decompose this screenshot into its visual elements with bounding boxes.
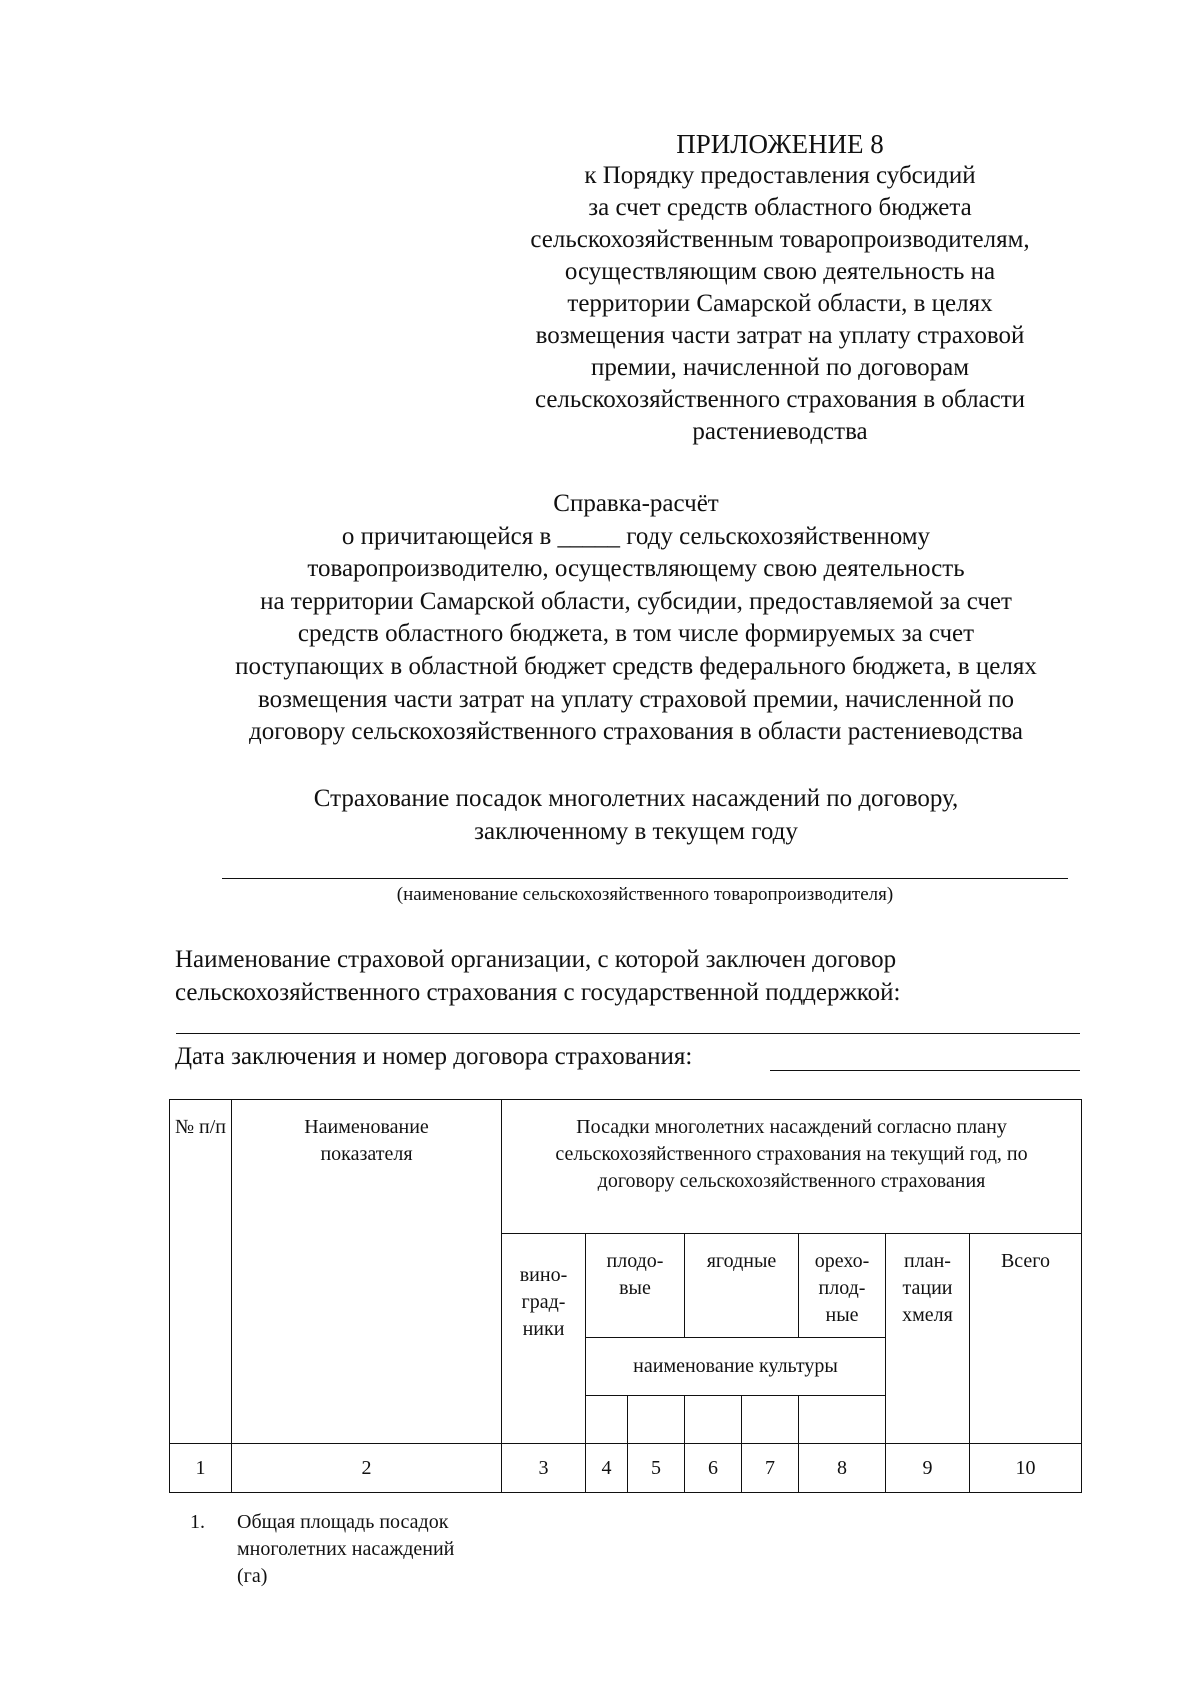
row-label: Общая площадь посадок многолетних насаждений (га) <box>237 1511 455 1587</box>
sub-hop: план-тации хмеля <box>886 1234 970 1444</box>
attachment-line: премии, начисленной по договорам <box>590 354 970 381</box>
col-number: 1 <box>170 1444 232 1493</box>
insurer-name-line[interactable] <box>176 1033 1080 1034</box>
col-name-header: Наименование показателя <box>232 1100 502 1444</box>
certificate-line: на территории Самарской области, субсидии, предоставляемой за счет <box>260 587 1012 615</box>
sub-vineyards: вино-град-ники <box>502 1234 586 1444</box>
attachment-line: территории Самарской области, в целях <box>567 290 993 317</box>
col-number: 3 <box>502 1444 586 1493</box>
attachment-header <box>490 128 1070 448</box>
culture-cell[interactable] <box>586 1396 628 1444</box>
insurer-line1: Наименование страховой организации, с которой заключен договор <box>175 946 897 973</box>
culture-name: наименование культуры <box>586 1338 886 1396</box>
contract-date-row <box>175 1040 1115 1073</box>
sub-berry: ягодные <box>685 1234 799 1338</box>
col-number: 5 <box>628 1444 685 1493</box>
attachment-line: за счет средств областного бюджета <box>588 194 972 221</box>
culture-cell[interactable] <box>685 1396 742 1444</box>
culture-cell[interactable] <box>742 1396 799 1444</box>
col-number: 6 <box>685 1444 742 1493</box>
attachment-title: ПРИЛОЖЕНИЕ 8 <box>676 129 884 159</box>
insurance-type-line2: заключенному в текущем году <box>474 818 798 845</box>
attachment-line: возмещения части затрат на уплату страховой <box>535 322 1025 349</box>
producer-caption: (наименование сельскохозяйственного товаропроизводителя) <box>396 884 894 905</box>
attachment-line: растениеводства <box>692 418 868 445</box>
row-number: 1. <box>190 1511 205 1533</box>
sub-fruit: плодо-вые <box>586 1234 685 1338</box>
year-blank[interactable]: _____ <box>557 522 621 550</box>
col-num-header: № п/п <box>170 1100 232 1444</box>
certificate-line: поступающих в областной бюджет средств федерального бюджета, в целях <box>235 652 1037 680</box>
certificate-line: договору сельскохозяйственного страхования в области растениеводства <box>248 718 1024 746</box>
certificate-block <box>168 488 1104 749</box>
subsidy-table <box>169 1099 1082 1493</box>
certificate-line: товаропроизводителю, осуществляющему свою деятельность <box>307 555 965 583</box>
attachment-line: сельскохозяйственного страхования в области <box>534 386 1026 413</box>
insurance-type <box>168 782 1104 848</box>
certificate-title: Справка-расчёт <box>553 490 719 517</box>
insurance-type-line1: Страхование посадок многолетних насаждений по договору, <box>313 785 959 812</box>
contract-date-line[interactable] <box>770 1070 1080 1071</box>
producer-name-line[interactable] <box>222 878 1068 879</box>
col-number: 4 <box>586 1444 628 1493</box>
group-header: Посадки многолетних насаждений согласно плану сельскохозяйственного страхования на текущий год, по договору сельскохозяйственного страхования <box>502 1100 1082 1234</box>
attachment-line: сельскохозяйственным товаропроизводителям, <box>530 226 1030 253</box>
culture-cell[interactable] <box>799 1396 886 1444</box>
insurer-label <box>175 943 1115 1009</box>
col-number: 7 <box>742 1444 799 1493</box>
certificate-year-line <box>168 521 1104 554</box>
certificate-line: возмещения части затрат на уплату страховой премии, начисленной по <box>258 685 1014 713</box>
culture-cell[interactable] <box>628 1396 685 1444</box>
col-number: 10 <box>970 1444 1082 1493</box>
insurer-line2: сельскохозяйственного страхования с государственной поддержкой: <box>175 979 901 1006</box>
sub-nut: орехо-плод-ные <box>799 1234 886 1338</box>
col-number: 2 <box>232 1444 502 1493</box>
certificate-line: средств областного бюджета, в том числе формируемых за счет <box>297 620 975 648</box>
sub-total: Всего <box>970 1234 1082 1444</box>
year-prefix: о причитающейся в <box>341 522 552 550</box>
attachment-line: осуществляющим свою деятельность на <box>564 258 996 285</box>
col-number: 9 <box>886 1444 970 1493</box>
contract-date-label: Дата заключения и номер договора страхования: <box>175 1043 693 1070</box>
col-number: 8 <box>799 1444 886 1493</box>
attachment-line: к Порядку предоставления субсидий <box>584 162 976 189</box>
year-suffix: году сельскохозяйственному <box>626 522 931 550</box>
